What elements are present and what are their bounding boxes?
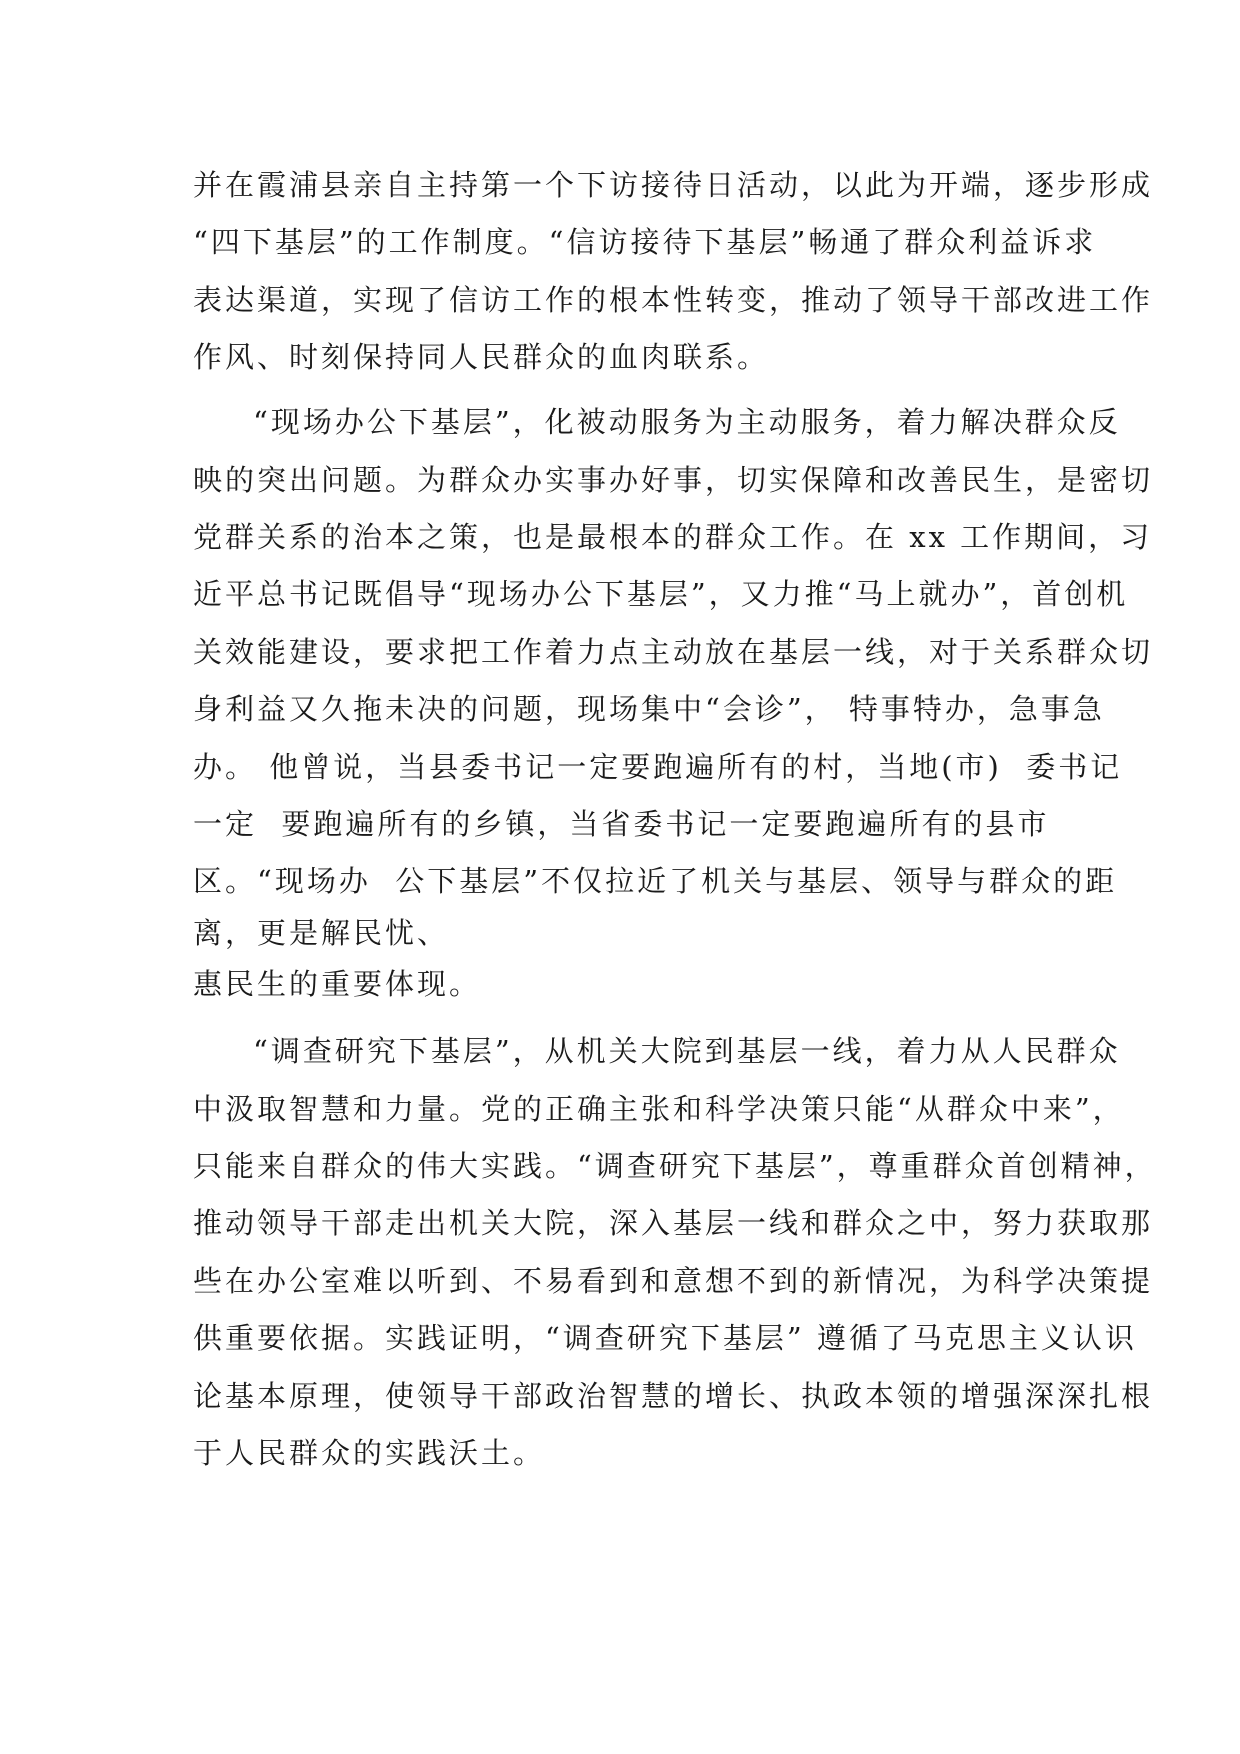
paragraph-start-line: “现场办公下基层”，化被动服务为主动服务，着力解决群众反 [253,405,1121,439]
paragraph-start-line: “调查研究下基层”，从机关大院到基层一线，着力从人民群众 [253,1034,1121,1068]
text-line: 表达渠道，实现了信访工作的根本性转变，推动了领导干部改进工作 [193,283,1154,317]
text-line: 离，更是解民忧、 [193,916,450,950]
text-line: 党群关系的治本之策，也是最根本的群众工作。在 xx 工作期间，习 [193,520,1153,554]
text-line: 惠民生的重要体现。 [193,967,482,1001]
text-line: 些在办公室难以听到、不易看到和意想不到的新情况，为科学决策提 [193,1264,1154,1298]
text-line: 作风、时刻保持同人民群众的血肉联系。 [193,340,770,374]
text-line: 只能来自群众的伟大实践。“调查研究下基层”，尊重群众首创精神， [193,1149,1157,1183]
text-line: 论基本原理，使领导干部政治智慧的增长、执政本领的增强深深扎根 [193,1379,1154,1413]
text-line: 推动领导干部走出机关大院，深入基层一线和群众之中，努力获取那 [193,1206,1154,1240]
text-line: 并在霞浦县亲自主持第一个下访接待日活动，以此为开端，逐步形成 [193,168,1154,202]
text-line: 供重要依据。实践证明，“调查研究下基层” 遵循了马克思主义认识 [193,1321,1137,1355]
text-line: “四下基层”的工作制度。“信访接待下基层”畅通了群众利益诉求 [193,225,1097,259]
text-line: 近平总书记既倡导“现场办公下基层”，又力推“马上就办”，首创机 [193,577,1129,611]
text-line: 映的突出问题。为群众办实事办好事，切实保障和改善民生，是密切 [193,463,1154,497]
text-line: 区。“现场办 公下基层”不仅拉近了机关与基层、领导与群众的距 [193,864,1118,898]
text-line: 一定 要跑遍所有的乡镇，当省委书记一定要跑遍所有的县市 [193,807,1050,841]
text-line: 中汲取智慧和力量。党的正确主张和科学决策只能“从群众中来”， [193,1092,1125,1126]
text-line: 办。 他曾说，当县委书记一定要跑遍所有的村，当地(市) 委书记 [193,750,1123,784]
text-line: 关效能建设，要求把工作着力点主动放在基层一线，对于关系群众切 [193,635,1154,669]
text-line: 于人民群众的实践沃土。 [193,1436,546,1470]
text-line: 身利益又久拖未决的问题，现场集中“会诊”， 特事特办，急事急 [193,692,1105,726]
